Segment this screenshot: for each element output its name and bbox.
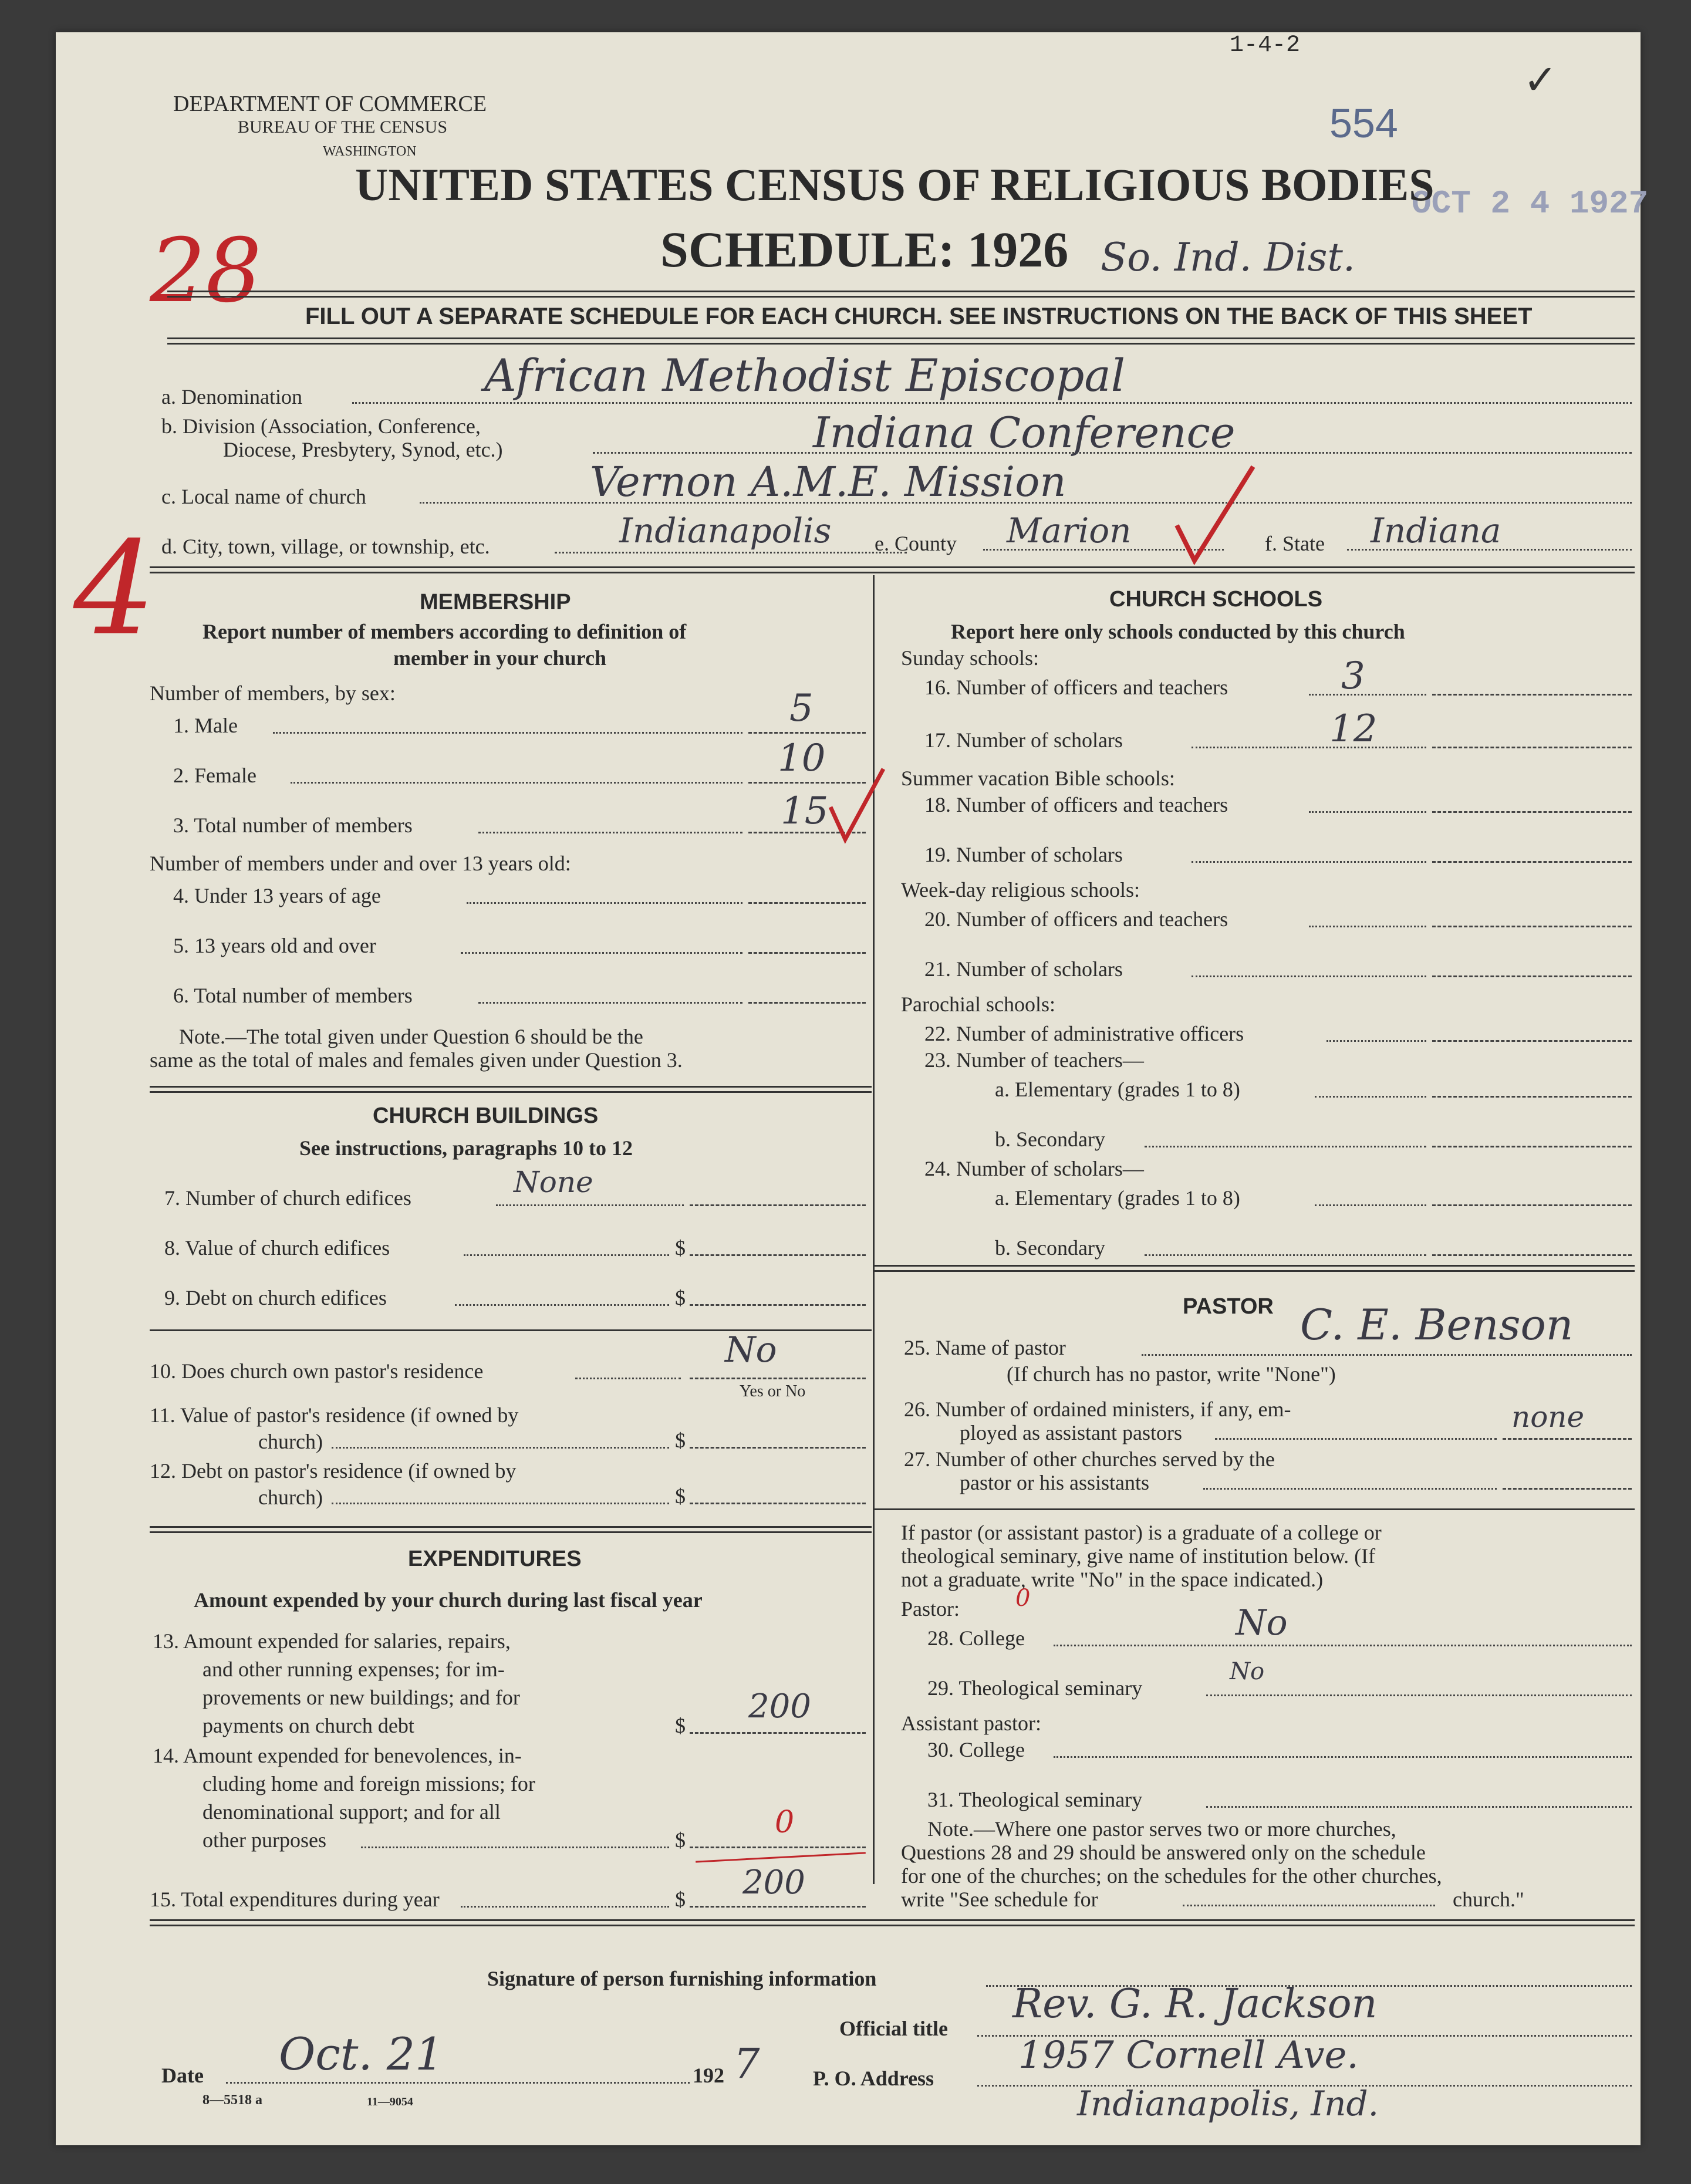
pastor-note-4: write "See schedule for: [901, 1888, 1098, 1911]
pastor-note-5: church.": [1453, 1888, 1524, 1911]
pastor-heading: PASTOR: [1183, 1294, 1274, 1319]
membership-heading: MEMBERSHIP: [420, 590, 571, 615]
q27-answer-line: [1503, 1488, 1632, 1490]
q1-line: [273, 732, 742, 734]
q10-hint: Yes or No: [740, 1382, 806, 1400]
q6-label: 6. Total number of members: [173, 984, 413, 1007]
po-address-label: P. O. Address: [813, 2067, 934, 2090]
division-label-1: b. Division (Association, Conference,: [161, 414, 481, 438]
q5-label: 5. 13 years old and over: [173, 934, 376, 957]
q26-label-1: 26. Number of ordained ministers, if any, em-: [904, 1398, 1291, 1421]
expenditures-heading: EXPENDITURES: [408, 1547, 582, 1571]
q14-line: [361, 1847, 669, 1848]
q6-line: [478, 1002, 742, 1004]
graduate-note-2: theological seminary, give name of institution below. (If: [901, 1544, 1376, 1568]
q14-value: 0: [775, 1805, 795, 1840]
weekday-schools-label: Week-day religious schools:: [901, 878, 1140, 902]
denomination-label: a. Denomination: [161, 385, 302, 409]
identity-rule: [150, 566, 1635, 573]
instruction-rule: [167, 337, 1635, 345]
q14-label-1: 14. Amount expended for benevolences, in-: [153, 1744, 522, 1767]
red-number-28: 28: [150, 220, 262, 322]
q28-label: 28. College: [927, 1626, 1025, 1650]
q24a-answer-line: [1432, 1204, 1632, 1206]
q28-value: No: [1236, 1602, 1288, 1643]
summer-schools-label: Summer vacation Bible schools:: [901, 767, 1175, 790]
division-label-2: Diocese, Presbytery, Synod, etc.): [223, 438, 503, 461]
q23a-line: [1315, 1096, 1426, 1098]
q15-line: [461, 1906, 669, 1908]
q20-line: [1309, 926, 1426, 927]
q23b-line: [1145, 1146, 1426, 1147]
q25-label: 25. Name of pastor: [904, 1336, 1066, 1359]
q18-line: [1309, 811, 1426, 813]
buildings-heading: CHURCH BUILDINGS: [373, 1103, 599, 1128]
official-title-value: Rev. G. R. Jackson: [1012, 1981, 1378, 2027]
q8-answer-line: [690, 1254, 866, 1256]
q23-label: 23. Number of teachers—: [924, 1048, 1144, 1072]
members-by-sex-label: Number of members, by sex:: [150, 681, 396, 705]
q8-label: 8. Value of church edifices: [164, 1236, 390, 1260]
membership-sub-1: Report number of members according to definition of: [202, 620, 687, 643]
q21-line: [1192, 975, 1426, 977]
membership-note-1: Note.—The total given under Question 6 should be the: [179, 1025, 643, 1048]
pastor-note-2: Questions 28 and 29 should be answered only on the schedule: [901, 1841, 1426, 1864]
q23b-answer-line: [1432, 1146, 1632, 1147]
q23a-label: a. Elementary (grades 1 to 8): [995, 1078, 1240, 1101]
q25-hint: (If church has no pastor, write "None"): [1007, 1362, 1336, 1386]
q21-label: 21. Number of scholars: [924, 957, 1123, 981]
q4-answer-line: [748, 902, 866, 904]
q16-value: 3: [1341, 654, 1365, 698]
denomination-line: [352, 402, 1632, 404]
q25-line: [1142, 1354, 1632, 1356]
q14-label-4: other purposes: [202, 1828, 326, 1852]
print-code: 11—9054: [367, 2095, 413, 2108]
q1-answer-line: [748, 732, 866, 734]
state-value: Indiana: [1371, 511, 1501, 551]
q2-female-value: 10: [778, 737, 826, 780]
po-address-2: Indianapolis, Ind.: [1077, 2084, 1379, 2124]
q9-answer-line: [690, 1304, 866, 1306]
q7-value: None: [514, 1165, 593, 1199]
footer-rule: [150, 1919, 1635, 1926]
q9-line: [455, 1304, 669, 1306]
official-title-label: Official title: [839, 2017, 948, 2040]
buildings-rule: [150, 1526, 872, 1533]
denomination-value: African Methodist Episcopal: [484, 349, 1126, 401]
q8-line: [464, 1254, 669, 1256]
separate-schedule-instruction: FILL OUT A SEPARATE SCHEDULE FOR EACH CHURCH. SEE INSTRUCTIONS ON THE BACK OF THIS SHEET: [305, 303, 1533, 329]
q4-line: [467, 902, 742, 904]
date-received-stamp: OCT 2 4 1927: [1412, 185, 1649, 222]
q15-value: 200: [742, 1864, 805, 1902]
form-title: UNITED STATES CENSUS OF RELIGIOUS BODIES: [355, 159, 1435, 210]
pastor-note-line: [1183, 1905, 1435, 1906]
q10-line: [575, 1378, 681, 1379]
q7-answer-line: [690, 1204, 866, 1206]
q17-line: [1192, 747, 1426, 748]
q24a-label: a. Elementary (grades 1 to 8): [995, 1186, 1240, 1210]
q12-label-2: church): [258, 1486, 323, 1509]
year-prefix: 192: [693, 2064, 724, 2087]
date-line: [226, 2082, 690, 2084]
q29-value: No: [1230, 1658, 1265, 1685]
q9-dollar: $: [675, 1286, 686, 1309]
q16-line: [1309, 694, 1426, 696]
q12-dollar: $: [675, 1484, 686, 1508]
q27-label-1: 27. Number of other churches served by the: [904, 1447, 1275, 1471]
file-code: 1-4-2: [1230, 32, 1301, 59]
pastor-note-3: for one of the churches; on the schedules for the other churches,: [901, 1864, 1442, 1888]
q19-answer-line: [1432, 861, 1632, 863]
q19-label: 19. Number of scholars: [924, 843, 1123, 866]
q1-male-value: 5: [789, 687, 814, 730]
q21-answer-line: [1432, 975, 1632, 977]
graduate-note-1: If pastor (or assistant pastor) is a graduate of a college or: [901, 1521, 1382, 1544]
assistant-pastor-subheading: Assistant pastor:: [901, 1712, 1041, 1735]
division-value: Indiana Conference: [813, 408, 1236, 457]
q11-line: [332, 1447, 669, 1449]
state-label: f. State: [1265, 532, 1325, 555]
q17-answer-line: [1432, 747, 1632, 748]
q26-value: none: [1511, 1400, 1585, 1434]
q18-label: 18. Number of officers and teachers: [924, 793, 1228, 816]
q13-label-3: provements or new buildings; and for: [202, 1686, 520, 1709]
q28-line: [1054, 1645, 1632, 1646]
pastor-red-mark: 0: [1015, 1585, 1031, 1612]
q5-answer-line: [748, 952, 866, 954]
age-heading: Number of members under and over 13 years old:: [150, 852, 571, 875]
schedule-year: SCHEDULE: 1926: [660, 221, 1069, 278]
q13-label-1: 13. Amount expended for salaries, repairs,: [153, 1629, 511, 1653]
sunday-schools-label: Sunday schools:: [901, 646, 1039, 670]
q11-label-2: church): [258, 1430, 323, 1453]
number-stamp: 554: [1329, 100, 1398, 146]
red-underline-q14: [696, 1852, 866, 1862]
q22-label: 22. Number of administrative officers: [924, 1022, 1244, 1045]
q11-label-1: 11. Value of pastor's residence (if owned by: [150, 1403, 519, 1427]
q14-dollar: $: [675, 1828, 686, 1852]
expenditures-sub: Amount expended by your church during last fiscal year: [194, 1588, 703, 1612]
q14-answer-line: [690, 1847, 866, 1848]
q15-dollar: $: [675, 1888, 686, 1911]
q3-total-value: 15: [781, 789, 829, 833]
year-suffix: 7: [734, 2040, 760, 2088]
q15-label: 15. Total expenditures during year: [150, 1888, 440, 1911]
red-check-county: [1171, 461, 1259, 572]
q27-line: [1203, 1488, 1497, 1490]
q10-answer-line: [690, 1378, 866, 1379]
q3-total-label: 3. Total number of members: [173, 813, 413, 837]
q13-label-4: payments on church debt: [202, 1714, 414, 1737]
pastor-note-1: Note.—Where one pastor serves two or more churches,: [927, 1817, 1396, 1841]
county-label: e. County: [875, 532, 957, 555]
q9-label: 9. Debt on church edifices: [164, 1286, 387, 1309]
graduate-note-3: not a graduate, write "No" in the space indicated.): [901, 1568, 1324, 1591]
membership-sub-2: member in your church: [393, 646, 607, 670]
q13-label-2: and other running expenses; for im-: [202, 1658, 505, 1681]
q24b-line: [1145, 1254, 1426, 1256]
q20-answer-line: [1432, 926, 1632, 927]
q23b-label: b. Secondary: [995, 1128, 1105, 1151]
signature-label: Signature of person furnishing information: [487, 1967, 877, 1990]
q24b-label: b. Secondary: [995, 1236, 1105, 1260]
q10-label: 10. Does church own pastor's residence: [150, 1359, 484, 1383]
q16-label: 16. Number of officers and teachers: [924, 676, 1228, 699]
department-name: DEPARTMENT OF COMMERCE: [173, 92, 487, 116]
local-name-label: c. Local name of church: [161, 485, 366, 508]
q17-label: 17. Number of scholars: [924, 728, 1123, 752]
census-schedule-page: [56, 32, 1649, 2145]
q8-dollar: $: [675, 1236, 686, 1260]
date-label: Date: [161, 2064, 204, 2087]
membership-rule: [150, 1086, 872, 1093]
q4-label: 4. Under 13 years of age: [173, 884, 381, 907]
q2-female-label: 2. Female: [173, 764, 256, 787]
q19-line: [1192, 861, 1426, 863]
q12-label-1: 12. Debt on pastor's residence (if owned by: [150, 1459, 517, 1483]
q12-line: [332, 1503, 669, 1504]
pastor-mid-rule: [875, 1508, 1635, 1510]
q5-line: [461, 952, 742, 954]
schools-heading: CHURCH SCHOOLS: [1109, 587, 1323, 612]
red-check-total: [825, 766, 889, 848]
q26-answer-line: [1503, 1438, 1632, 1440]
q27-label-2: pastor or his assistants: [960, 1471, 1149, 1494]
q14-label-2: cluding home and foreign missions; for: [202, 1772, 535, 1795]
bureau-name: BUREAU OF THE CENSUS: [238, 117, 447, 137]
county-value: Marion: [1007, 511, 1132, 551]
q13-dollar: $: [675, 1714, 686, 1737]
q23a-answer-line: [1432, 1096, 1632, 1098]
city-label: d. City, town, village, or township, etc.: [161, 535, 490, 558]
q26-label-2: ployed as assistant pastors: [960, 1421, 1182, 1444]
schools-rule: [875, 1265, 1635, 1272]
q7-label: 7. Number of church edifices: [164, 1186, 411, 1210]
q22-answer-line: [1432, 1040, 1632, 1042]
q3-line: [478, 832, 742, 833]
q2-line: [291, 782, 742, 784]
q26-line: [1215, 1438, 1497, 1440]
city-line: [555, 552, 907, 553]
q13-value: 200: [748, 1687, 811, 1726]
header-rule: [167, 291, 1635, 298]
q29-label: 29. Theological seminary: [927, 1676, 1143, 1700]
po-address-1: 1957 Cornell Ave.: [1018, 2034, 1359, 2077]
bureau-city: WASHINGTON: [323, 144, 417, 159]
q1-male-label: 1. Male: [173, 714, 238, 737]
local-name-value: Vernon A.M.E. Mission: [590, 458, 1066, 506]
q16-answer-line: [1432, 694, 1632, 696]
form-code: 8—5518 a: [202, 2092, 262, 2108]
q24b-answer-line: [1432, 1254, 1632, 1256]
q30-line: [1054, 1756, 1632, 1758]
red-mark-4: 4: [73, 514, 156, 664]
q14-label-3: denominational support; and for all: [202, 1800, 501, 1824]
q25-value: C. E. Benson: [1300, 1300, 1574, 1349]
q24-label: 24. Number of scholars—: [924, 1157, 1144, 1180]
q12-answer-line: [690, 1503, 866, 1504]
q30-label: 30. College: [927, 1738, 1025, 1761]
parochial-schools-label: Parochial schools:: [901, 993, 1055, 1016]
membership-note-2: same as the total of males and females given under Question 3.: [150, 1048, 683, 1072]
q15-answer-line: [690, 1906, 866, 1908]
q20-label: 20. Number of officers and teachers: [924, 907, 1228, 931]
q18-answer-line: [1432, 811, 1632, 813]
district-handwritten: So. Ind. Dist.: [1101, 235, 1355, 280]
buildings-sub: See instructions, paragraphs 10 to 12: [299, 1136, 633, 1160]
q6-answer-line: [748, 1002, 866, 1004]
q11-answer-line: [690, 1447, 866, 1449]
q24a-line: [1315, 1204, 1426, 1206]
q10-value: No: [725, 1329, 777, 1371]
schools-sub: Report here only schools conducted by this church: [951, 620, 1405, 643]
q29-line: [1206, 1694, 1632, 1696]
q7-line: [496, 1204, 684, 1206]
q22-line: [1327, 1040, 1426, 1042]
q31-line: [1206, 1806, 1632, 1808]
date-value: Oct. 21: [279, 2028, 444, 2080]
q17-value: 12: [1329, 707, 1378, 751]
q13-answer-line: [690, 1732, 866, 1734]
q11-dollar: $: [675, 1429, 686, 1452]
pastor-subheading: Pastor:: [901, 1597, 960, 1621]
q31-label: 31. Theological seminary: [927, 1788, 1143, 1811]
city-value: Indianapolis: [619, 511, 832, 551]
checkmark-top: ✓: [1523, 58, 1558, 103]
